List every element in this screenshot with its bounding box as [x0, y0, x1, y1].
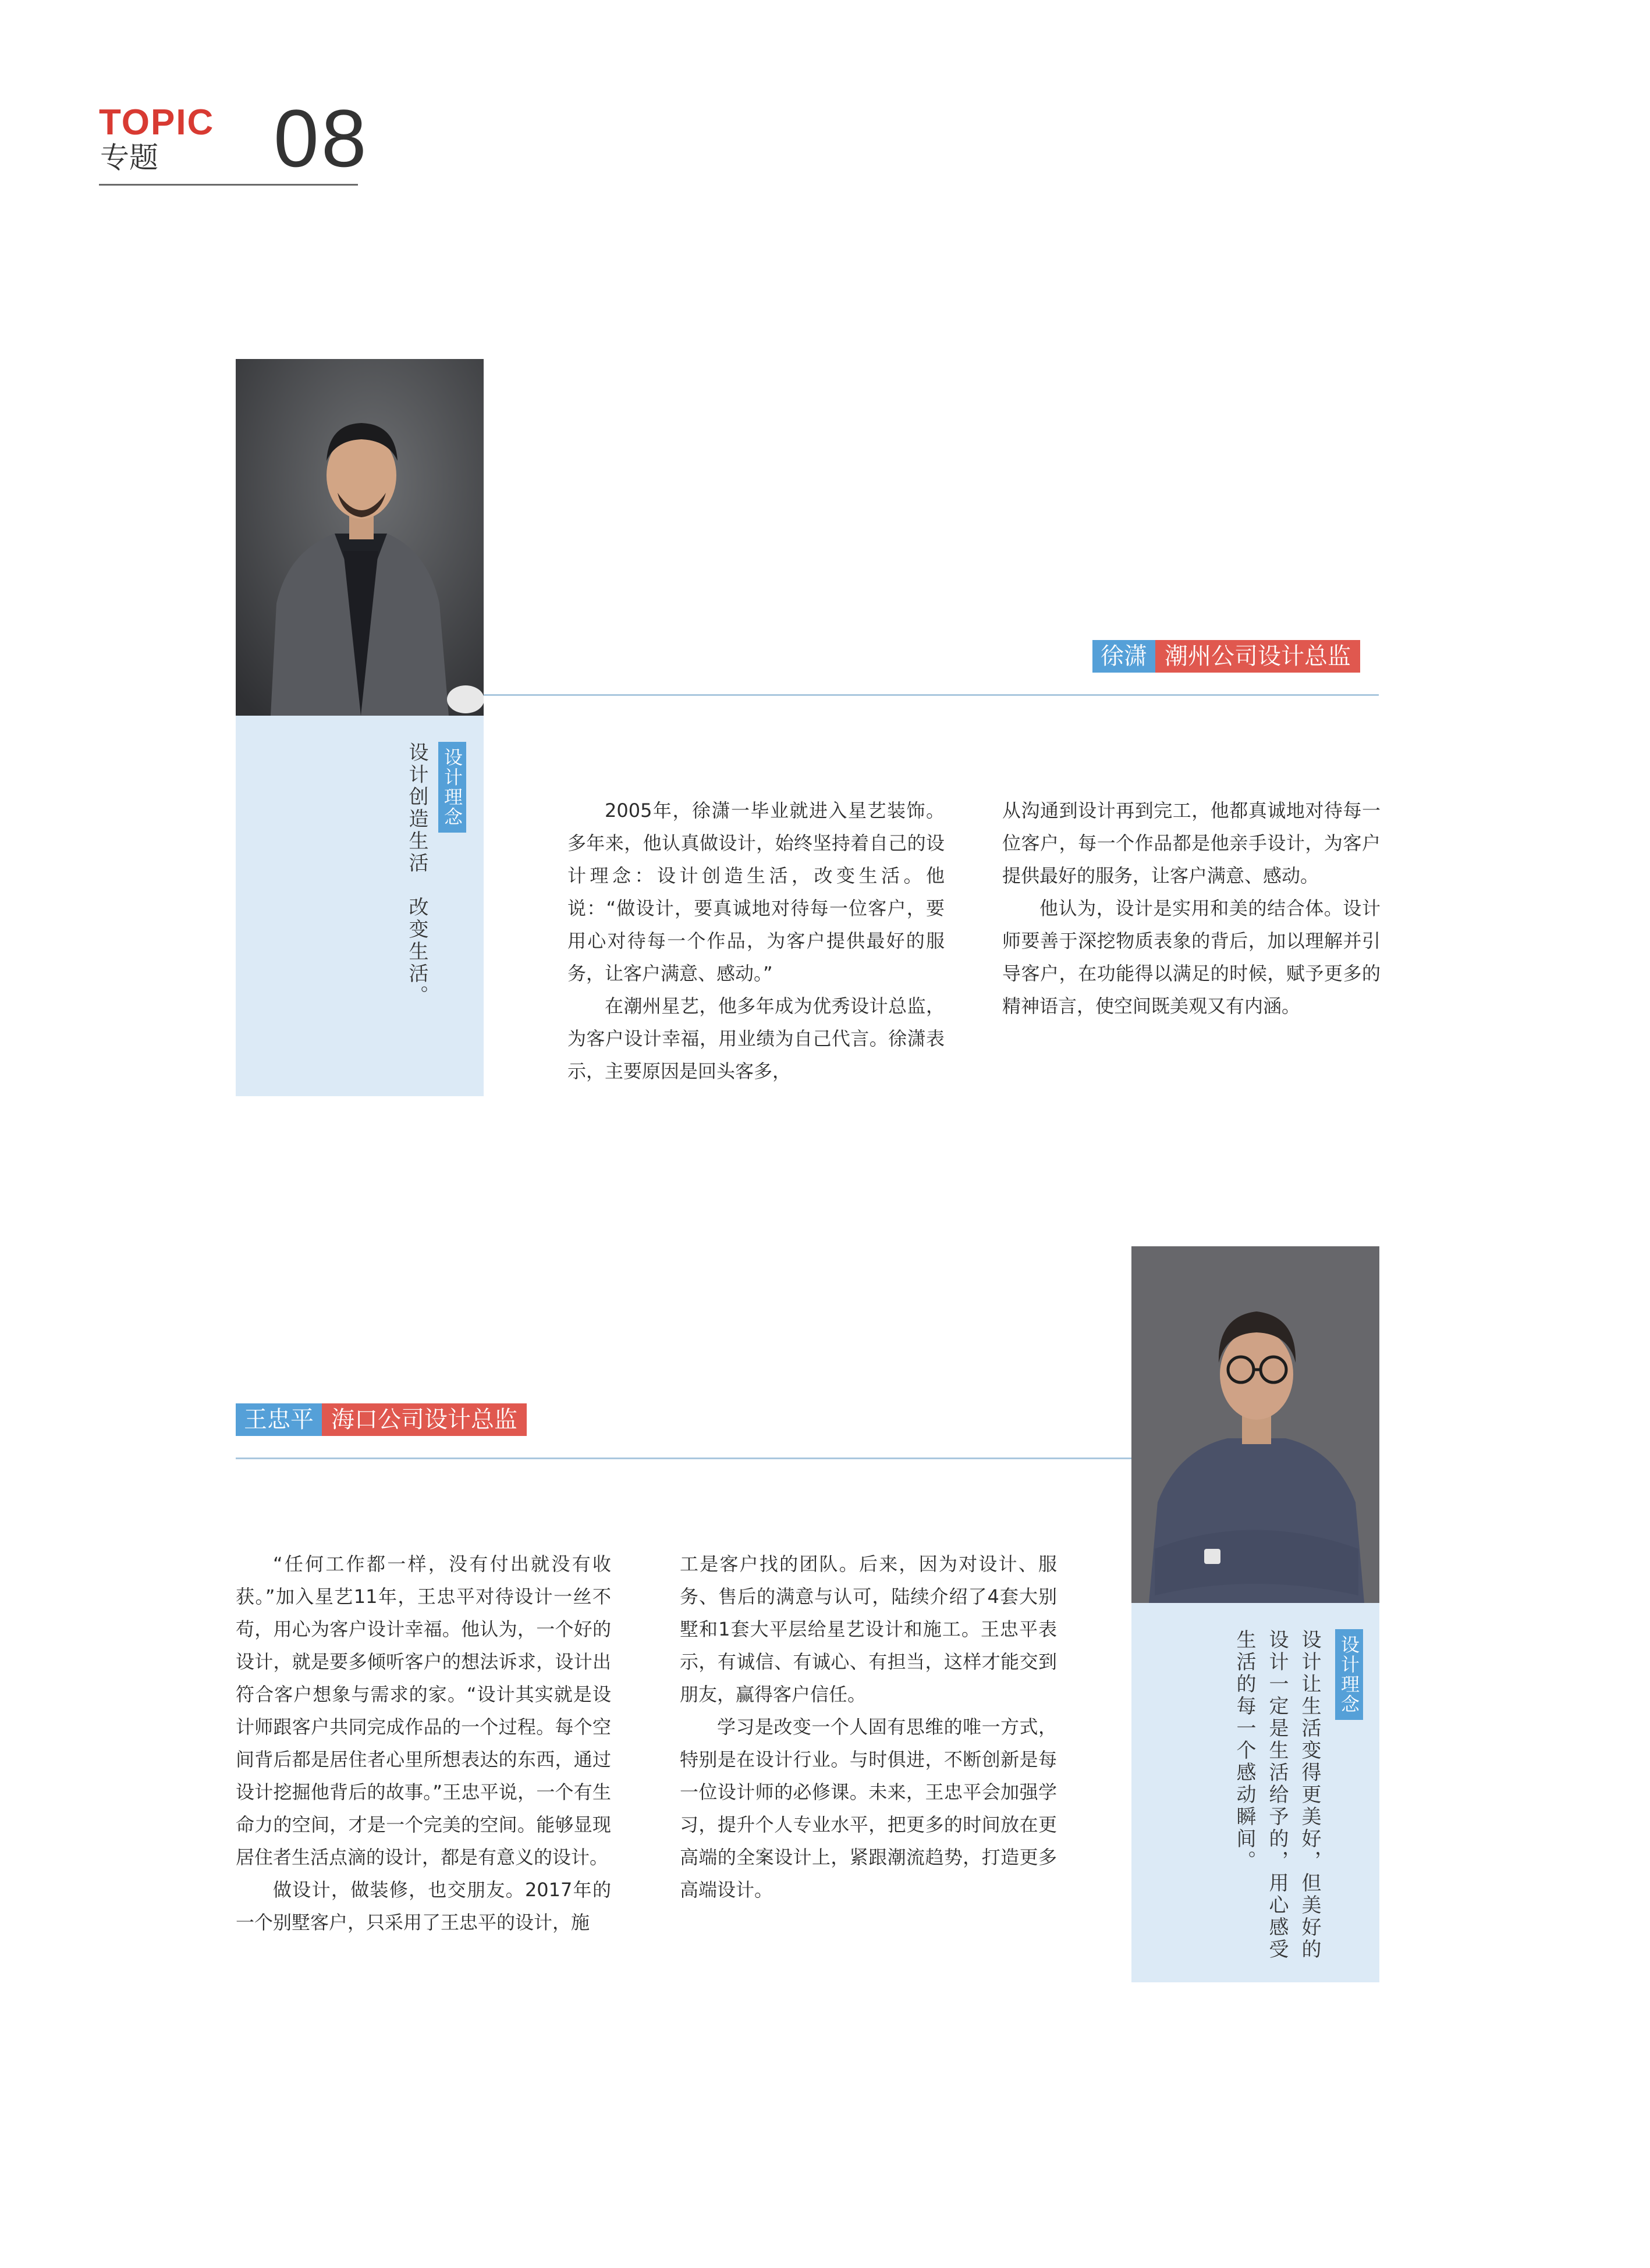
topic-label: TOPIC — [99, 102, 215, 143]
designer-name-2: 王忠平 — [236, 1403, 322, 1436]
name-tag-2 — [236, 1403, 527, 1436]
article-column-1b — [1002, 794, 1381, 1022]
section-divider-1 — [484, 694, 1379, 696]
design-concept-panel-1 — [236, 716, 484, 1096]
portrait-photo-2 — [1131, 1246, 1379, 1603]
article-column-1a — [567, 794, 945, 1087]
paragraph: 在潮州星艺，他多年成为优秀设计总监，为客户设计幸福，用业绩为自己代言。徐潇表示，主要原因是回头客多， — [567, 995, 945, 1082]
article-column-2a — [236, 1548, 611, 1939]
paragraph: “任何工作都一样，没有付出就没有收获。”加入星艺11年，王忠平对待设计一丝不苟，用心为客户设计幸福。他认为，一个好的设计，就是要多倾听客户的想法诉求，设计出符合客户想象与需求的家。“设计其实就是设计师跟客户共同完成作品的一个过程。每个空间背后都是居住者心里所想表达的东西，通过设计挖掘他背后的故事。”王忠平说，一个有生命力的空间，才是一个完美的空间。能够显现居住者生活点滴的设计，都是有意义的设计。 — [236, 1553, 611, 1868]
paragraph: 学习是改变一个人固有思维的唯一方式，特别是在设计行业。与时俱进，不断创新是每一位设计师的必修课。未来，王忠平会加强学习，提升个人专业水平，把更多的时间放在更高端的全案设计上，紧跟潮流趋势，打造更多高端设计。 — [680, 1716, 1057, 1901]
portrait-photo-1 — [236, 359, 484, 716]
paragraph: 做设计，做装修，也交朋友。2017年的一个别墅客户，只采用了王忠平的设计，施 — [236, 1879, 611, 1933]
designer-title-2: 海口公司设计总监 — [322, 1403, 527, 1436]
paragraph: 他认为，设计是实用和美的结合体。设计师要善于深挖物质表象的背后，加以理解并引导客户，在功能得以满足的时候，赋予更多的精神语言，使空间既美观又有内涵。 — [1002, 897, 1381, 1017]
design-concept-panel-2 — [1131, 1603, 1379, 1982]
designer-name-1: 徐潇 — [1092, 640, 1155, 673]
concept-text-2: 设计让生活变得更美好，但美好的设计一定是生活给予的，用心感受生活的每一个感动瞬间。 — [1233, 1629, 1321, 1961]
section-divider-2 — [236, 1458, 1131, 1459]
topic-chinese-label: 专题 — [100, 141, 158, 175]
paragraph: 2005年，徐潇一毕业就进入星艺装饰。多年来，他认真做设计，始终坚持着自己的设计理念：设计创造生活，改变生活。他说：“做设计，要真诚地对待每一位客户，要用心对待每一个作品，为客户提供最好的服务，让客户满意、感动。” — [567, 799, 945, 984]
designer-title-1: 潮州公司设计总监 — [1155, 640, 1360, 673]
name-tag-1 — [1092, 640, 1360, 673]
paragraph: 从沟通到设计再到完工，他都真诚地对待每一位客户，每一个作品都是他亲手设计，为客户提供最好的服务，让客户满意、感动。 — [1002, 799, 1381, 887]
concept-tag-1: 设计理念 — [438, 742, 466, 833]
article-column-2b — [680, 1548, 1057, 1906]
paragraph: 工是客户找的团队。后来，因为对设计、服务、售后的满意与认可，陆续介绍了4套大别墅和1套大平层给星艺设计和施工。王忠平表示，有诚信、有诚心、有担当，这样才能交到朋友，赢得客户信任。 — [680, 1553, 1057, 1705]
concept-tag-2: 设计理念 — [1335, 1629, 1363, 1720]
header-divider — [99, 184, 358, 186]
page-number: 08 — [274, 93, 369, 184]
concept-text-1: 设计创造生活 改变生活。 — [405, 742, 428, 1007]
